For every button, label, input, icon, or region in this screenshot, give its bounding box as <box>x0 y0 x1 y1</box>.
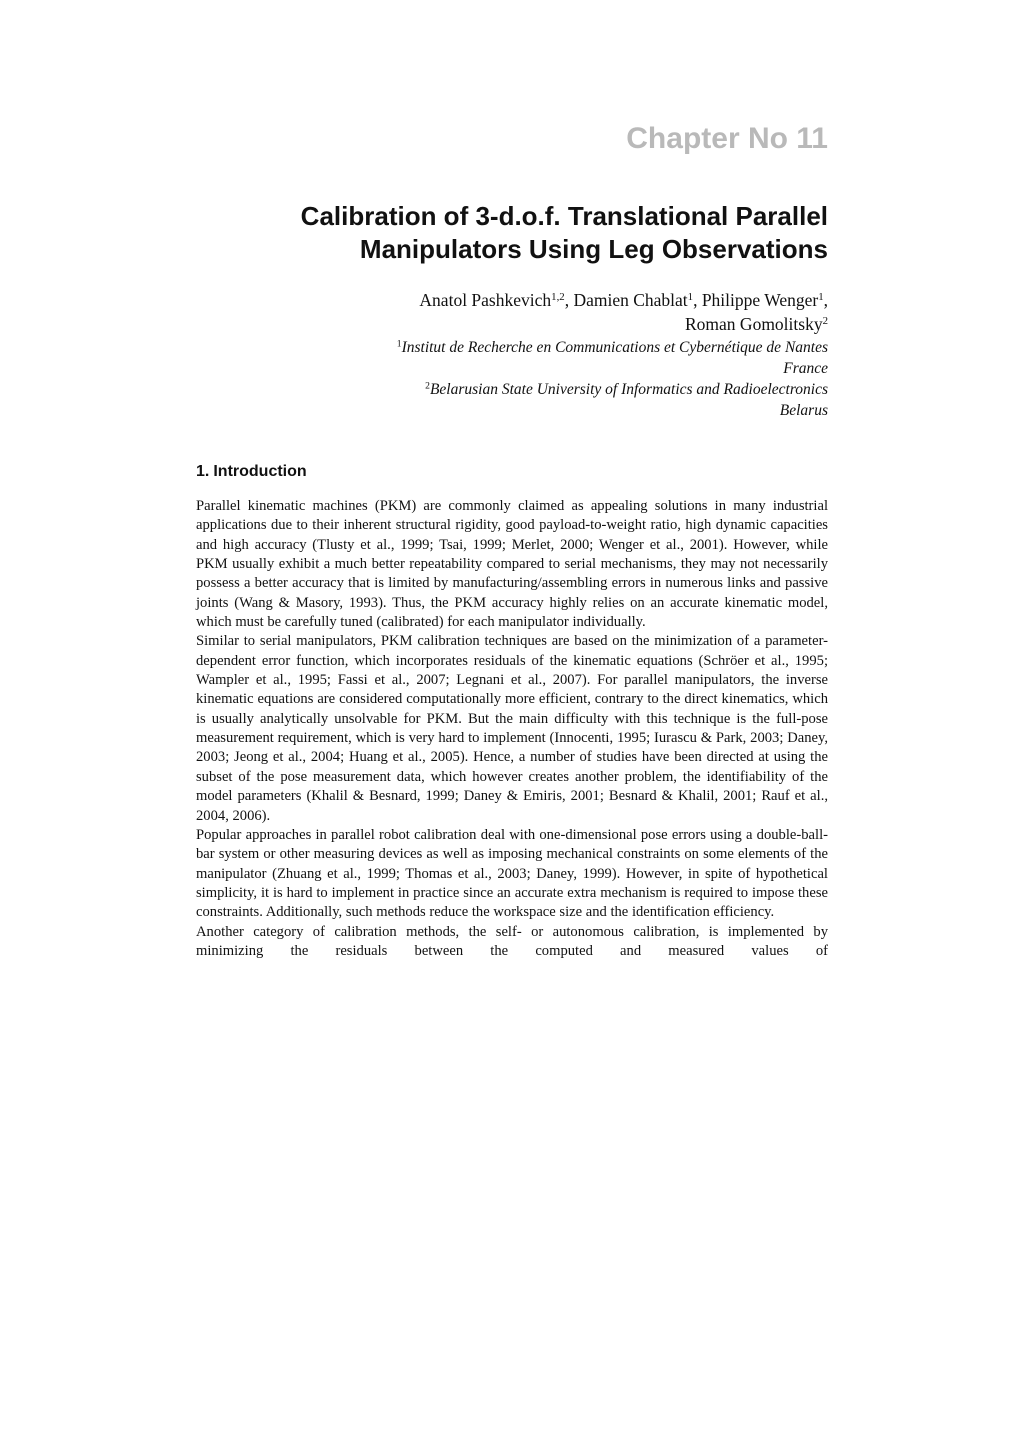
author-line-2 <box>397 312 828 336</box>
affiliation-1-country: France <box>783 360 828 377</box>
author-superscript: 2 <box>822 315 828 328</box>
title-line-1: Calibration of 3-d.o.f. Translational Parallel <box>300 201 828 231</box>
affiliation-superscript: 1 <box>396 338 402 350</box>
author-line-1 <box>397 288 828 312</box>
author-name: Anatol Pashkevich <box>419 290 552 310</box>
section-number: 1. <box>196 463 210 480</box>
affiliation-2-country: Belarus <box>779 402 828 419</box>
affiliation-superscript: 2 <box>425 380 430 392</box>
author-name: Damien Chablat <box>573 290 688 310</box>
paragraph: Another category of calibration methods, the self- or autonomous calibration, is implemented by minimizing the residuals between the computed and measured values of <box>196 923 828 959</box>
affiliation-1 <box>397 337 828 358</box>
paragraph: Similar to serial manipulators, PKM calibration techniques are based on the minimization of a parameter-dependent error function, which incorporates residuals of the kinematic equations (Schröer et al., 1995; Wampler et al., 1995; Fassi et al., 2007; Legnani et al., 2007). For parallel manipulators, the inverse kinematic equations are considered computationally more efficient, contrary to the direct kinematics, which is usually analytically unsolvable for PKM. But the main difficulty with this technique is the full-pose measurement requirement, which is very hard to implement (Innocenti, 1995; Iurascu & Park, 2003; Daney, 2003; Jeong et al., 2004; Huang et al., 2005). Hence, a number of studies have been directed at using the subset of the pose measurement data, which however creates another problem, the identifiability of the model parameters (Khalil & Besnard, 1999; Daney & Emiris, 2001; Besnard & Khalil, 2001; Rauf et al., 2004, 2006). <box>196 633 828 824</box>
body-text <box>196 497 828 961</box>
author-superscript: 1 <box>818 291 824 304</box>
paper-title <box>301 200 828 266</box>
author-separator: , <box>693 290 702 310</box>
author-superscript: 1 <box>687 291 694 304</box>
author-separator: , <box>564 290 574 310</box>
title-line-2: Manipulators Using Leg Observations <box>359 234 828 264</box>
section-heading <box>196 463 311 481</box>
author-separator: , <box>823 290 828 310</box>
affiliation-2 <box>397 379 828 400</box>
affiliation-name: Belarusian State University of Informatics and Radioelectronics <box>429 381 828 398</box>
section-title: Introduction <box>213 463 307 480</box>
paragraph: Popular approaches in parallel robot calibration deal with one-dimensional pose errors using a double-ball-bar system or other measuring devices as well as imposing mechanical constraints on some elements of the manipulator (Zhuang et al., 1999; Thomas et al., 2003; Daney, 1999). However, in spite of hypothetical simplicity, it is hard to implement in practice since an accurate extra mechanism is required to impose these constraints. Additionally, such methods reduce the workspace size and the identification efficiency. <box>196 826 828 921</box>
author-superscript: 1,2 <box>551 291 565 304</box>
paragraph: Parallel kinematic machines (PKM) are commonly claimed as appealing solutions in many industrial applications due to their inherent structural rigidity, good payload-to-weight ratio, high dynamic capacities and high accuracy (Tlusty et al., 1999; Tsai, 1999; Merlet, 2000; Wenger et al., 2001). However, while PKM usually exhibit a much better repeatability compared to serial mechanisms, they may not necessarily possess a better accuracy that is limited by manufacturing/assembling errors in numerous links and passive joints (Wang & Masory, 1993). Thus, the PKM accuracy highly relies on an accurate kinematic model, which must be carefully tuned (calibrated) for each manipulator individually. <box>196 498 828 631</box>
chapter-label: Chapter No 11 <box>626 122 828 155</box>
author-name: Roman Gomolitsky <box>685 314 823 334</box>
author-block <box>397 288 828 421</box>
affiliation-name: Institut de Recherche en Communications et Cybernétique de Nantes <box>401 339 828 356</box>
author-name: Philippe Wenger <box>701 290 819 310</box>
